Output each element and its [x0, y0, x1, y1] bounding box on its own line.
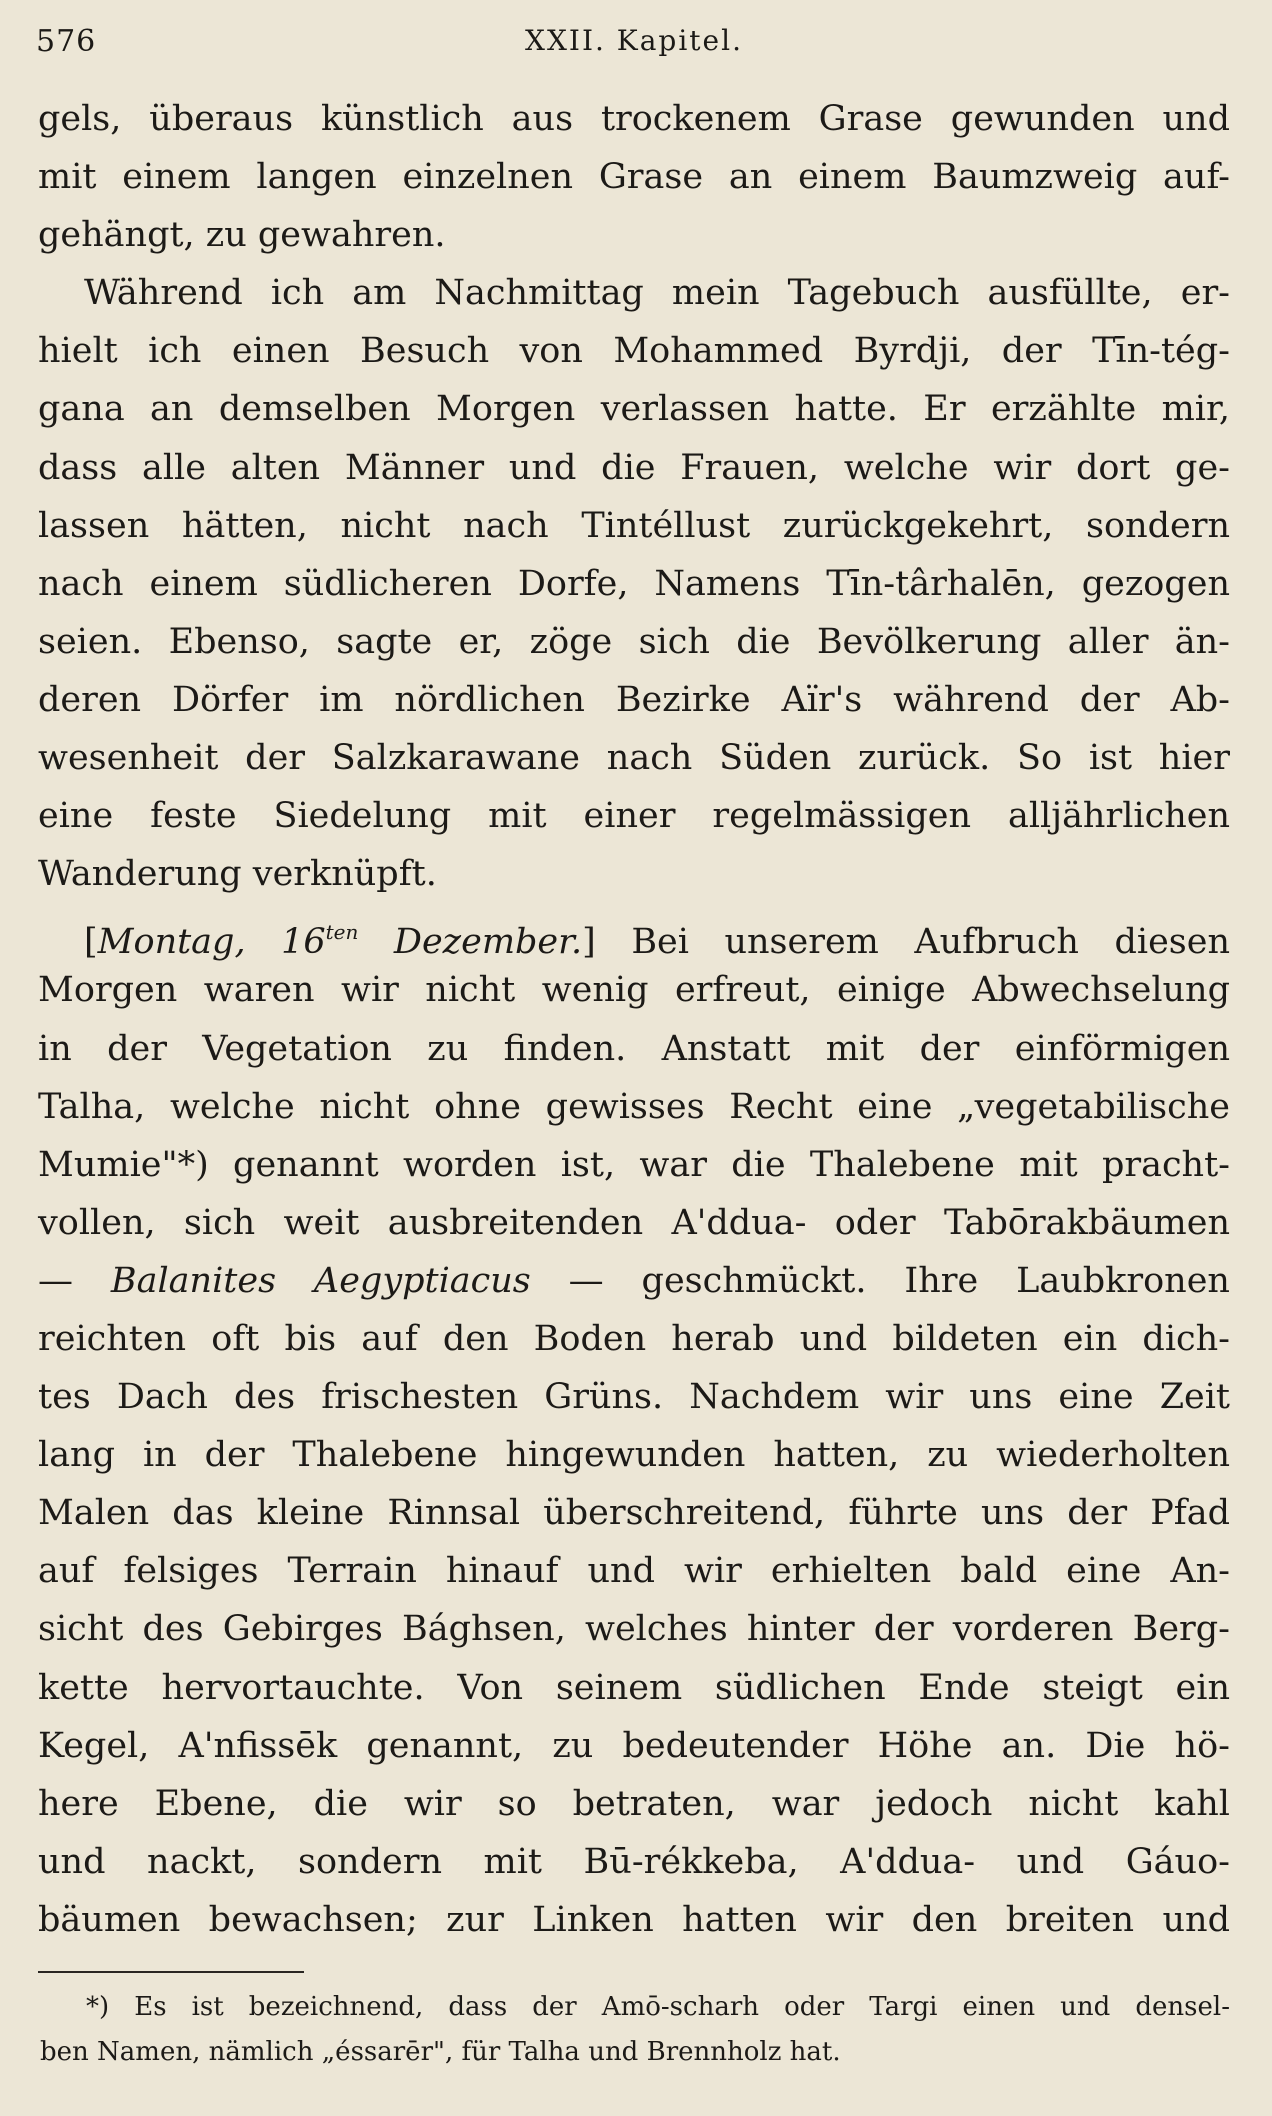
date-day: Montag, 16 [97, 922, 326, 963]
date-entry-line [38, 903, 1230, 961]
text-line: wesenheit der Salzkarawane nach Süden zurück. So ist hier [38, 738, 1230, 779]
body-text [38, 90, 1230, 1949]
dash-open: — [38, 1260, 111, 1301]
text-line: nach einem südlicheren Dorfe, Namens Tīn-târhalēn, gezogen [38, 563, 1230, 604]
text-line: auf felsiges Terrain hinauf und wir erhielten bald eine An- [38, 1551, 1230, 1592]
text-line: gels, überaus künstlich aus trockenem Grase gewunden und [38, 99, 1230, 139]
text-line: sicht des Gebirges Bághsen, welches hinter der vorderen Berg- [38, 1609, 1230, 1650]
text-line: seien. Ebenso, sagte er, zöge sich die Bevölkerung aller än- [38, 621, 1230, 662]
text-line: tes Dach des frischesten Grüns. Nachdem wir uns eine Zeit [38, 1377, 1230, 1418]
text-line: deren Dörfer im nördlichen Bezirke Aïr's während der Ab- [38, 679, 1230, 720]
text-line: in der Vegetation zu finden. Anstatt mit der einförmigen [38, 1028, 1230, 1069]
running-header [36, 24, 1232, 64]
date-line-text: Bei unserem Aufbruch diesen [595, 922, 1231, 963]
text-line: reichten oft bis auf den Boden herab und bildeten ein dich- [38, 1318, 1230, 1359]
footnote-divider [38, 1971, 304, 1973]
text-line: Wanderung verknüpft. [38, 854, 437, 895]
species-line [38, 1252, 1230, 1310]
species-line-text: geschmückt. Ihre Laubkronen [641, 1260, 1230, 1301]
text-line: Während ich am Nachmittag mein Tagebuch ausfüllte, er- [84, 273, 1230, 314]
text-line: hielt ich einen Besuch von Mohammed Byrdji, der Tīn-tég- [38, 331, 1230, 372]
text-line: vollen, sich weit ausbreitenden A'ddua- oder Tabōrakbäumen [38, 1202, 1230, 1243]
date-month: Dezember. [358, 922, 583, 963]
footnote-line: ben Namen, nämlich „éssarēr", für Talha und Brennholz hat. [40, 2037, 841, 2067]
text-line: mit einem langen einzelnen Grase an einem Baumzweig auf- [38, 157, 1230, 198]
dash-close: — [530, 1260, 642, 1301]
text-line: here Ebene, die wir so betraten, war jedoch nicht kahl [38, 1783, 1230, 1824]
page-number: 576 [36, 24, 97, 59]
text-line: bäumen bewachsen; zur Linken hatten wir den breiten und [38, 1899, 1230, 1940]
date-close-bracket: ] [582, 922, 596, 963]
text-line: kette hervortauchte. Von seinem südlichen Ende steigt ein [38, 1667, 1230, 1708]
text-line: Malen das kleine Rinnsal überschreitend, führte uns der Pfad [38, 1493, 1230, 1534]
text-line: gana an demselben Morgen verlassen hatte. Er erzählte mir, [38, 389, 1230, 430]
footnotes [40, 1985, 1230, 2075]
text-line: dass alle alten Männer und die Frauen, welche wir dort ge- [38, 447, 1230, 488]
chapter-title: XXII. Kapitel. [525, 24, 743, 57]
date-superscript: ten [325, 920, 359, 945]
text-line: Morgen waren wir nicht wenig erfreut, einige Abwechselung [38, 970, 1230, 1011]
text-line: und nackt, sondern mit Bū-rékkeba, A'ddua- und Gáuo- [38, 1841, 1230, 1882]
footnote-line: *) Es ist bezeichnend, dass der Amō-scharh oder Targi einen und densel- [86, 1992, 1230, 2022]
text-line: lassen hätten, nicht nach Tintéllust zurückgekehrt, sondern [38, 505, 1230, 546]
text-line: gehängt, zu gewahren. [38, 215, 446, 256]
text-line: eine feste Siedelung mit einer regelmässigen alljährlichen [38, 796, 1230, 837]
species-name: Balanites Aegyptiacus [110, 1260, 531, 1301]
text-line: Mumie"*) genannt worden ist, war die Thalebene mit pracht- [38, 1144, 1230, 1185]
date-open-bracket: [ [84, 922, 98, 963]
text-line: Talha, welche nicht ohne gewisses Recht eine „vegetabilische [38, 1086, 1230, 1127]
text-line: lang in der Thalebene hingewunden hatten, zu wiederholten [38, 1435, 1230, 1476]
text-line: Kegel, A'nfissēk genannt, zu bedeutender Höhe an. Die hö- [38, 1725, 1230, 1766]
